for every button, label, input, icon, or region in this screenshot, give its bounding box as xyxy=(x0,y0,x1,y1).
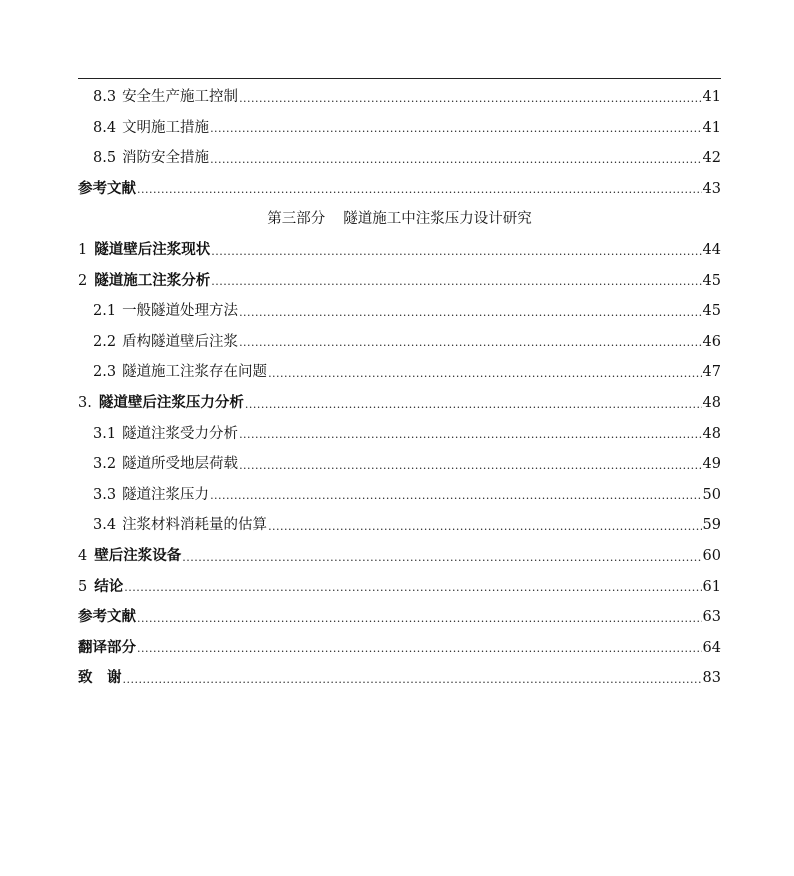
toc-dot-leader xyxy=(137,643,702,654)
toc-entry-title: 注浆材料消耗量的估算 xyxy=(122,517,268,534)
toc-entry-title: 翻译部分 xyxy=(78,638,136,656)
toc-dot-leader xyxy=(210,490,701,501)
toc-entry-page: 48 xyxy=(702,395,721,412)
toc-entry-page: 61 xyxy=(702,578,721,595)
toc-entry-number: 3.4 xyxy=(93,517,117,534)
toc-entry-page: 43 xyxy=(702,180,721,197)
toc-entry[interactable] xyxy=(78,600,721,631)
toc-entry-title: 消防安全措施 xyxy=(122,150,210,167)
toc-entry-title: 隧道壁后注浆现状 xyxy=(94,241,211,259)
toc-entry-number: 3. xyxy=(78,395,92,412)
toc-entry-page: 41 xyxy=(702,119,721,136)
toc-dot-leader xyxy=(239,429,701,440)
toc-entry-number: 8.5 xyxy=(93,150,117,167)
toc-entry-page: 50 xyxy=(702,486,721,503)
toc-entry-number: 3.1 xyxy=(93,425,117,442)
toc-entry-number: 2 xyxy=(78,272,88,289)
toc-entry-title: 结论 xyxy=(94,577,124,595)
toc-entry-number: 8.4 xyxy=(93,119,117,136)
toc-entry-page: 46 xyxy=(702,333,721,350)
toc-entry-title: 盾构隧道壁后注浆 xyxy=(122,333,239,350)
toc-dot-leader xyxy=(123,674,702,685)
toc-entry[interactable] xyxy=(78,80,721,111)
toc-entry[interactable] xyxy=(78,570,721,601)
toc-entry[interactable] xyxy=(78,508,721,539)
toc-entry[interactable] xyxy=(78,386,721,417)
toc-dot-leader xyxy=(268,521,701,532)
toc-entry[interactable] xyxy=(78,447,721,478)
part-3-heading xyxy=(78,202,721,233)
toc-entry-page: 44 xyxy=(702,242,721,259)
toc-entry-page: 83 xyxy=(702,670,721,687)
toc-dot-leader xyxy=(239,93,701,104)
toc-dot-leader xyxy=(239,337,701,348)
table-of-contents xyxy=(78,80,721,692)
toc-entry-title: 隧道壁后注浆压力分析 xyxy=(98,394,244,412)
toc-dot-leader xyxy=(182,552,701,563)
toc-entry-title: 隧道施工注浆分析 xyxy=(94,271,211,289)
toc-entry[interactable] xyxy=(78,172,721,203)
toc-entry-page: 49 xyxy=(702,456,721,473)
toc-entry-number: 5 xyxy=(78,578,88,595)
toc-entry-title: 壁后注浆设备 xyxy=(94,547,182,564)
toc-entry[interactable] xyxy=(78,233,721,264)
toc-entry-number: 1 xyxy=(78,242,88,259)
toc-entry-page: 63 xyxy=(702,609,721,626)
header-rule xyxy=(78,78,721,79)
toc-entry-page: 42 xyxy=(702,150,721,167)
toc-entry-title: 安全生产施工控制 xyxy=(122,89,239,106)
toc-dot-leader xyxy=(210,123,701,134)
toc-dot-leader xyxy=(211,276,701,287)
toc-entry-title: 隧道注浆受力分析 xyxy=(122,425,239,442)
toc-entry[interactable] xyxy=(78,111,721,142)
toc-entry[interactable] xyxy=(78,631,721,662)
toc-entry[interactable] xyxy=(78,294,721,325)
toc-entry[interactable] xyxy=(78,325,721,356)
toc-dot-leader xyxy=(245,399,702,410)
toc-entry[interactable] xyxy=(78,539,721,570)
toc-entry-page: 41 xyxy=(702,89,721,106)
toc-entry[interactable] xyxy=(78,661,721,692)
toc-dot-leader xyxy=(137,613,702,624)
toc-entry-number: 2.3 xyxy=(93,364,117,381)
toc-entry[interactable] xyxy=(78,478,721,509)
toc-entry-page: 60 xyxy=(702,548,721,564)
toc-entry-title: 文明施工措施 xyxy=(122,119,210,136)
toc-dot-leader xyxy=(137,184,702,195)
part-3-label: 第三部分 xyxy=(267,211,326,228)
toc-entry[interactable] xyxy=(78,264,721,295)
toc-entry[interactable] xyxy=(78,417,721,448)
toc-entry-number: 4 xyxy=(78,548,88,564)
toc-entry-page: 48 xyxy=(702,425,721,442)
toc-entry-page: 45 xyxy=(702,272,721,289)
toc-entries-part-3 xyxy=(78,233,721,692)
toc-entry-title: 隧道注浆压力 xyxy=(122,486,210,503)
toc-entry-title: 一般隧道处理方法 xyxy=(122,303,239,320)
toc-entry-title: 参考文献 xyxy=(78,608,136,626)
toc-dot-leader xyxy=(239,460,701,471)
toc-entry-number: 2.2 xyxy=(93,333,117,350)
toc-entry[interactable] xyxy=(78,141,721,172)
toc-dot-leader xyxy=(268,368,701,379)
toc-entry-page: 45 xyxy=(702,303,721,320)
toc-dot-leader xyxy=(211,246,701,257)
toc-dot-leader xyxy=(124,582,701,593)
toc-entry-page: 47 xyxy=(702,364,721,381)
toc-entry-page: 64 xyxy=(702,639,721,656)
toc-entries-part-2 xyxy=(78,80,721,202)
part-3-title: 隧道施工中注浆压力设计研究 xyxy=(343,211,532,228)
toc-entry-page: 59 xyxy=(702,517,721,534)
toc-entry-title: 隧道所受地层荷载 xyxy=(122,456,239,473)
toc-entry-title: 致 谢 xyxy=(78,669,122,687)
toc-dot-leader xyxy=(210,154,701,165)
toc-entry-number: 8.3 xyxy=(93,89,117,106)
toc-entry-number: 3.3 xyxy=(93,486,117,503)
toc-dot-leader xyxy=(239,307,701,318)
toc-entry[interactable] xyxy=(78,355,721,386)
toc-entry-title: 参考文献 xyxy=(78,179,136,197)
toc-entry-number: 2.1 xyxy=(93,303,117,320)
toc-entry-title: 隧道施工注浆存在问题 xyxy=(122,364,268,381)
toc-entry-number: 3.2 xyxy=(93,456,117,473)
